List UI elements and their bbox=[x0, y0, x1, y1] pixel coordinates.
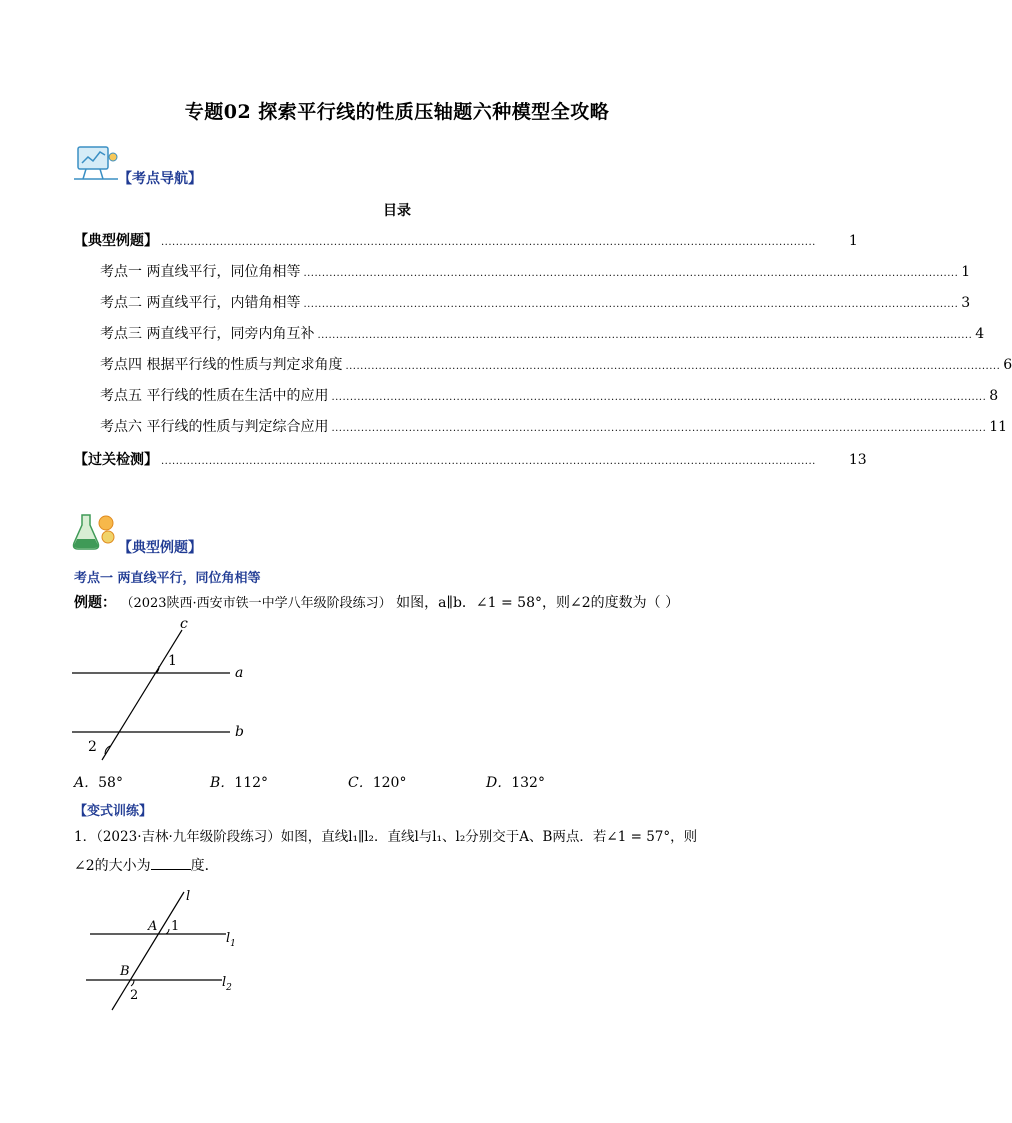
flask-icon bbox=[72, 511, 118, 551]
toc-row-topic4[interactable] bbox=[100, 354, 1012, 374]
variation-question-line1: 1．（2023·吉林·九年级阶段练习）如图，直线l₁∥l₂．直线l与l₁、l₂分别交于A、B两点．若∠1 = 57°，则 bbox=[74, 829, 698, 845]
toc-row-label: 考点四 根据平行线的性质与判定求角度 bbox=[100, 357, 343, 373]
option-letter: B． bbox=[210, 775, 235, 791]
toc-row-label: 考点一 两直线平行，同位角相等 bbox=[100, 264, 301, 280]
option-letter: D． bbox=[486, 775, 512, 791]
option-letter: A． bbox=[74, 775, 99, 791]
toc-row-label: 【过关检测】 bbox=[74, 452, 158, 468]
option-value: 132° bbox=[511, 775, 545, 791]
chart-board-icon bbox=[74, 143, 122, 183]
label-line-l2-base: l bbox=[222, 975, 227, 990]
variation-question-line2 bbox=[74, 855, 219, 877]
toc-row-typical[interactable] bbox=[74, 230, 858, 250]
label-angle-2: 2 bbox=[88, 739, 97, 755]
option-value: 112° bbox=[234, 775, 269, 791]
toc-leader-dots: .................................................................................................................................................................................. bbox=[331, 392, 987, 403]
label-angle-1: 1 bbox=[168, 653, 177, 669]
label-line-l2-subscript: 2 bbox=[226, 983, 232, 993]
toc-row-label: 考点六 平行线的性质与判定综合应用 bbox=[100, 419, 329, 435]
label-line-l: l bbox=[186, 889, 191, 904]
toc-leader-dots: .................................................................................................................................................................................. bbox=[303, 268, 959, 279]
label-point-a: A bbox=[148, 919, 158, 934]
toc-row-topic3[interactable] bbox=[100, 323, 985, 343]
label-line-l1-subscript: 1 bbox=[230, 939, 236, 949]
label-line-l2 bbox=[222, 975, 232, 993]
option-b[interactable] bbox=[210, 772, 268, 792]
label-line-l1 bbox=[226, 931, 236, 949]
option-a[interactable] bbox=[74, 772, 123, 792]
question-text: ∠2的大小为 bbox=[74, 858, 151, 874]
label-line-l1-base: l bbox=[226, 931, 231, 946]
example-text: 如图，a∥b．∠1 = 58°，则∠2的度数为（ ） bbox=[396, 595, 680, 611]
example-label: 例题： bbox=[74, 595, 116, 611]
toc-row-page: 11 bbox=[989, 419, 1008, 435]
toc-leader-dots: .................................................................................................................................................................................. bbox=[317, 330, 973, 341]
figure-parallel-lines-1 bbox=[60, 612, 260, 762]
question-unit: 度． bbox=[190, 858, 219, 874]
toc-leader-dots: .................................................................................................................................................................................. bbox=[303, 299, 959, 310]
toc-leader-dots: .................................................................................................................................................................................. bbox=[331, 423, 987, 434]
toc-row-page: 4 bbox=[975, 326, 985, 342]
toc-row-checkpoint[interactable] bbox=[74, 449, 867, 469]
variation-heading: 【变式训练】 bbox=[74, 804, 153, 819]
toc-row-topic6[interactable] bbox=[100, 416, 1008, 436]
toc-row-page: 8 bbox=[989, 388, 999, 404]
label-line-b: b bbox=[235, 724, 244, 740]
figure-parallel-lines-2 bbox=[78, 886, 258, 1016]
topic-heading: 考点一 两直线平行，同位角相等 bbox=[74, 571, 261, 586]
toc-row-topic2[interactable] bbox=[100, 292, 971, 312]
section-navigation: 【考点导航】 bbox=[118, 171, 202, 187]
label-angle-2: 2 bbox=[130, 988, 139, 1003]
toc-row-label: 考点二 两直线平行，内错角相等 bbox=[100, 295, 301, 311]
toc-leader-dots: .................................................................................................................................................................................. bbox=[161, 456, 816, 467]
label-line-c: c bbox=[180, 616, 188, 632]
toc-leader-dots: .................................................................................................................................................................................. bbox=[345, 361, 1001, 372]
toc-row-label: 考点三 两直线平行，同旁内角互补 bbox=[100, 326, 315, 342]
label-line-a: a bbox=[235, 665, 244, 681]
example-source: （2023陕西·西安市铁一中学八年级阶段练习） bbox=[120, 596, 392, 611]
section-typical-examples: 【典型例题】 bbox=[118, 540, 202, 556]
answer-blank[interactable] bbox=[151, 855, 191, 870]
label-angle-1: 1 bbox=[171, 919, 180, 934]
toc-heading: 目录 bbox=[383, 203, 411, 219]
toc-row-page: 3 bbox=[961, 295, 971, 311]
toc-row-label: 考点五 平行线的性质在生活中的应用 bbox=[100, 388, 329, 404]
option-letter: C． bbox=[348, 775, 373, 791]
option-c[interactable] bbox=[348, 772, 406, 792]
label-point-b: B bbox=[120, 964, 130, 979]
toc-leader-dots: .................................................................................................................................................................................. bbox=[161, 237, 816, 248]
option-value: 120° bbox=[372, 775, 407, 791]
toc-row-page: 6 bbox=[1003, 357, 1012, 373]
toc-row-page: 13 bbox=[848, 452, 867, 468]
option-d[interactable] bbox=[486, 772, 545, 792]
toc-row-page: 1 bbox=[848, 233, 858, 249]
option-value: 58° bbox=[98, 775, 123, 791]
toc-row-topic5[interactable] bbox=[100, 385, 999, 405]
page-title: 专题02 探索平行线的性质压轴题六种模型全攻略 bbox=[184, 101, 610, 123]
toc-row-page: 1 bbox=[961, 264, 971, 280]
toc-row-topic1[interactable] bbox=[100, 261, 971, 281]
toc-row-label: 【典型例题】 bbox=[74, 233, 158, 249]
